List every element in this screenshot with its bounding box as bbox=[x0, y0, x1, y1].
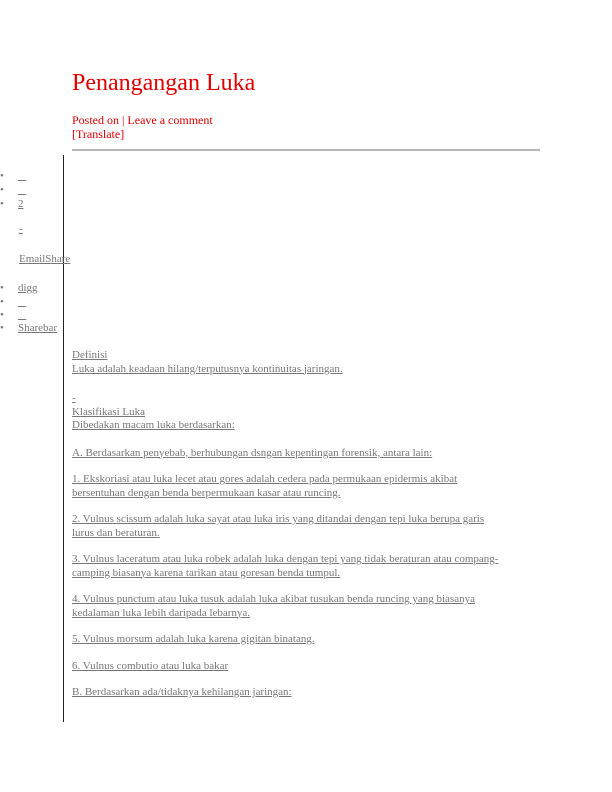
list-item-cont[interactable]: lurus dan beraturan. bbox=[72, 526, 160, 539]
list-item-cont[interactable]: bersentuhan dengan benda berpermukaan kasar atau runcing. bbox=[72, 486, 341, 499]
dash-separator: - bbox=[72, 392, 76, 404]
share-item[interactable]: • bbox=[0, 296, 4, 308]
sharebar-item[interactable]: • Sharebar bbox=[0, 322, 58, 334]
section-b-heading[interactable]: B. Berdasarkan ada/tidaknya kehilangan jaringan: bbox=[72, 686, 292, 698]
article-body bbox=[72, 349, 542, 700]
sidebar-divider bbox=[63, 155, 64, 722]
share-item[interactable]: • bbox=[0, 170, 4, 182]
definition-text[interactable]: Luka adalah keadaan hilang/terputusnya kontinuitas jaringan. bbox=[72, 362, 343, 375]
list-item[interactable]: 5. Vulnus morsum adalah luka karena gigitan binatang. bbox=[72, 633, 315, 645]
list-item[interactable]: 1. Ekskoriasi atau luka lecet atau gores adalah cedera pada permukaan epidermis akibat bbox=[72, 473, 458, 485]
share-item[interactable]: • bbox=[0, 309, 4, 321]
email-share-link[interactable]: EmailShare bbox=[19, 253, 71, 265]
share-count-item[interactable]: • 2 bbox=[0, 198, 24, 210]
separator-dash: - bbox=[19, 223, 23, 235]
list-item-cont[interactable]: kedalaman luka lebih daripada lebarnya. bbox=[72, 606, 251, 619]
digg-link: digg bbox=[18, 282, 38, 294]
posted-on-link[interactable]: Posted on | Leave a comment bbox=[72, 113, 213, 127]
section-a-heading[interactable]: A. Berdasarkan penyebab, berhubungan dsngan kepentingan forensik, antara lain: bbox=[72, 446, 433, 459]
post-meta bbox=[72, 113, 213, 141]
list-item[interactable]: 2. Vulnus scissum adalah luka sayat atau luka iris yang ditandai dengan tepi luka berupa garis bbox=[72, 513, 485, 525]
classification-intro[interactable]: Dibedakan macam luka berdasarkan: bbox=[72, 419, 235, 431]
list-item[interactable]: 6. Vulnus combutio atau luka bakar bbox=[72, 659, 229, 672]
translate-link[interactable]: [Translate] bbox=[72, 127, 125, 141]
share-item[interactable]: • bbox=[0, 184, 4, 196]
sharebar-link: Sharebar bbox=[18, 322, 58, 334]
classification-heading[interactable]: Klasifikasi Luka bbox=[72, 405, 146, 418]
list-item-cont[interactable]: camping biasanya karena tarikan atau goresan benda tumpul. bbox=[72, 566, 341, 579]
post-title: Penangangan Luka bbox=[72, 70, 256, 96]
share-count: 2 bbox=[18, 198, 24, 210]
divider bbox=[72, 149, 540, 151]
digg-item[interactable]: • digg bbox=[0, 282, 38, 294]
definition-heading[interactable]: Definisi bbox=[72, 349, 108, 361]
list-item[interactable]: 3. Vulnus laceratum atau luka robek adalah luka dengan tepi yang tidak beraturan atau compang- bbox=[72, 553, 499, 565]
list-item[interactable]: 4. Vulnus punctum atau luka tusuk adalah luka akibat tusukan benda runcing yang biasanya bbox=[72, 593, 475, 605]
